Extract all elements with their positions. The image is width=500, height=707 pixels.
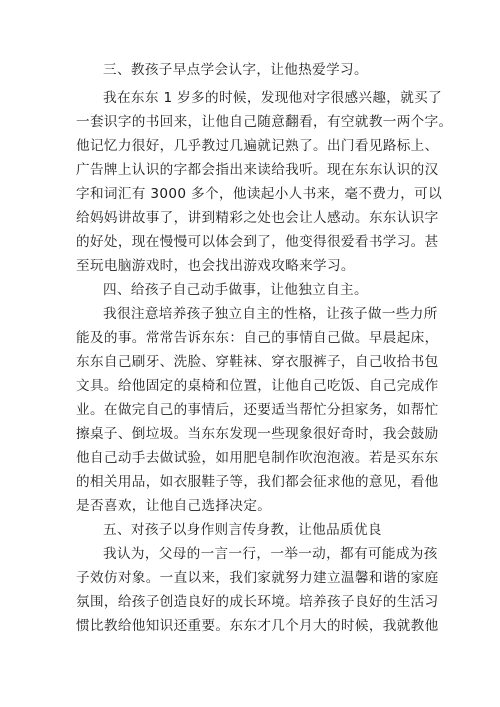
paragraph-line: 的好处，现在慢慢可以体会到了，他变得很爱看书学习。甚 [76, 234, 439, 250]
paragraph-line: 文具。给他固定的桌椅和位置，让他自己吃饭、自己完成作 [76, 378, 439, 394]
paragraph-line: 能及的事。常常告诉东东：自己的事情自己做。早晨起床， [76, 330, 439, 346]
section-heading-5: 五、对孩子以身作则言传身教，让他品质优良 [103, 522, 382, 538]
paragraph-line: 字和词汇有 3000 多个，他读起小人书来，毫不费力，可以 [76, 186, 443, 202]
section-heading-4: 四、给孩子自己动手做事，让他独立自主。 [103, 282, 368, 298]
section-heading-3: 三、教孩子早点学会认字，让他热爱学习。 [103, 62, 368, 78]
paragraph-line: 惯比教给他知识还重要。东东才几个月大的时候，我就教他 [76, 618, 439, 634]
paragraph-line: 子效仿对象。一直以来，我们家就努力建立温馨和谐的家庭 [76, 570, 439, 586]
paragraph-line: 至玩电脑游戏时，也会找出游戏攻略来学习。 [76, 258, 355, 274]
paragraph-line: 他自己动手去做试验，如用肥皂制作吹泡泡液。若是买东东 [76, 450, 439, 466]
paragraph-line: 氛围，给孩子创造良好的成长环境。培养孩子良好的生活习 [76, 594, 439, 610]
paragraph-line: 给妈妈讲故事了，讲到精彩之处也会让人感动。东东认识字 [76, 210, 439, 226]
paragraph-line: 广告牌上认识的字都会指出来读给我听。现在东东认识的汉 [76, 162, 439, 178]
paragraph-line: 一套识字的书回来，让他自己随意翻看，有空就教一两个字。 [76, 114, 453, 130]
paragraph-line: 我认为，父母的一言一行，一举一动，都有可能成为孩 [103, 546, 438, 562]
paragraph-line: 的相关用品，如衣服鞋子等，我们都会征求他的意见，看他 [76, 474, 439, 490]
paragraph-line: 是否喜欢，让他自己选择决定。 [76, 498, 272, 514]
paragraph-line: 业。在做完自己的事情后，还要适当帮忙分担家务，如帮忙 [76, 402, 439, 418]
paragraph-line: 擦桌子、倒垃圾。当东东发现一些现象很好奇时，我会鼓励 [76, 426, 439, 442]
paragraph-line: 我很注意培养孩子独立自主的性格，让孩子做一些力所 [103, 306, 438, 322]
paragraph-line: 他记忆力很好，几乎教过几遍就记熟了。出门看见路标上、 [76, 138, 439, 154]
paragraph-line: 东东自己刷牙、洗脸、穿鞋袜、穿衣服裤子，自己收拾书包 [76, 354, 439, 370]
paragraph-line: 我在东东 1 岁多的时候，发现他对字很感兴趣，就买了 [103, 90, 443, 106]
